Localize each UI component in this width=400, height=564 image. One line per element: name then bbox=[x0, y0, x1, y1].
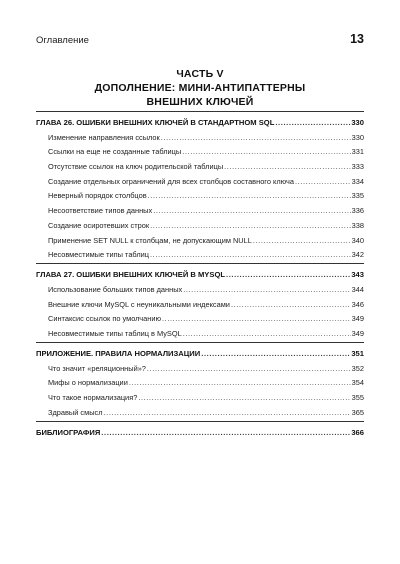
toc-section[interactable] bbox=[36, 294, 364, 309]
toc-entry-title: Применение SET NULL к столбцам, не допускающим NULL bbox=[48, 235, 252, 245]
part-title-line-2: ВНЕШНИХ КЛЮЧЕЙ bbox=[146, 96, 254, 108]
toc-entry-title: Внешние ключи MySQL с неуникальными индексами bbox=[48, 299, 230, 309]
toc-section[interactable] bbox=[36, 279, 364, 294]
dot-leader bbox=[138, 393, 350, 402]
toc-section[interactable] bbox=[36, 186, 364, 201]
running-head bbox=[36, 32, 364, 50]
dot-leader bbox=[129, 378, 351, 387]
dot-leader bbox=[226, 270, 350, 279]
toc-entry-page: 349 bbox=[351, 328, 364, 338]
toc-entry-title: Создание отдельных ограничений для всех столбцов составного ключа bbox=[48, 176, 294, 186]
dot-leader bbox=[182, 147, 350, 156]
toc-entry-page: 365 bbox=[351, 407, 364, 417]
dot-leader bbox=[153, 206, 350, 215]
toc-chapter-27[interactable] bbox=[36, 264, 364, 279]
toc-section[interactable] bbox=[36, 215, 364, 230]
toc-section[interactable] bbox=[36, 200, 364, 215]
toc-section[interactable] bbox=[36, 142, 364, 157]
toc-entry-title: Что такое нормализация? bbox=[48, 393, 138, 402]
toc-entry-page: 340 bbox=[351, 235, 364, 245]
toc-entry-page: 335 bbox=[351, 191, 364, 201]
toc-section[interactable] bbox=[36, 156, 364, 171]
toc-entry-page: 346 bbox=[351, 299, 364, 309]
toc-entry-title: Здравый смысл bbox=[48, 407, 103, 417]
toc-entry-page: 338 bbox=[351, 220, 364, 230]
toc-entry-page: 331 bbox=[351, 147, 364, 157]
dot-leader bbox=[253, 236, 351, 245]
part-heading bbox=[36, 67, 364, 109]
toc-entry-title: Использование больших типов данных bbox=[48, 284, 183, 294]
toc-entry-page: 366 bbox=[351, 427, 364, 437]
toc-section[interactable] bbox=[36, 230, 364, 245]
dot-leader bbox=[275, 118, 350, 127]
toc-entry-title: Создание осиротевших строк bbox=[48, 220, 150, 230]
toc-entry-title: Несовместимые типы таблиц в MySQL bbox=[48, 328, 182, 338]
toc-entry-page: 342 bbox=[351, 250, 364, 260]
running-title: Оглавление bbox=[36, 35, 89, 46]
dot-leader bbox=[183, 285, 350, 294]
dot-leader bbox=[101, 428, 350, 437]
dot-leader bbox=[162, 314, 351, 323]
toc-entry-title: Неверный порядок столбцов bbox=[48, 191, 147, 201]
dot-leader bbox=[295, 177, 351, 186]
toc-section[interactable] bbox=[36, 323, 364, 338]
toc-entry-page: 352 bbox=[351, 363, 364, 373]
toc-section[interactable] bbox=[36, 358, 364, 373]
table-of-contents bbox=[36, 111, 364, 437]
toc-section[interactable] bbox=[36, 387, 364, 402]
dot-leader bbox=[183, 329, 351, 338]
dot-leader bbox=[104, 408, 351, 417]
part-label: ЧАСТЬ V bbox=[176, 68, 224, 80]
toc-entry-page: 355 bbox=[351, 393, 364, 402]
dot-leader bbox=[201, 349, 350, 358]
toc-entry-title: Синтаксис ссылок по умолчанию bbox=[48, 314, 162, 324]
toc-entry-page: 330 bbox=[351, 132, 364, 142]
toc-entry-page: 349 bbox=[351, 314, 364, 324]
dot-leader bbox=[148, 191, 351, 200]
dot-leader bbox=[224, 162, 351, 171]
toc-section[interactable] bbox=[36, 127, 364, 142]
toc-entry-title: ПРИЛОЖЕНИЕ. ПРАВИЛА НОРМАЛИЗАЦИИ bbox=[36, 348, 201, 358]
toc-entry-page: 333 bbox=[351, 162, 364, 172]
dot-leader bbox=[150, 221, 351, 230]
toc-entry-title: Отсутствие ссылок на ключ родительской таблицы bbox=[48, 162, 224, 172]
toc-bibliography[interactable] bbox=[36, 422, 364, 437]
toc-entry-page: 343 bbox=[351, 270, 364, 280]
toc-section[interactable] bbox=[36, 402, 364, 417]
toc-entry-title: Изменение направления ссылок bbox=[48, 132, 160, 142]
toc-entry-title: Несовместимые типы таблиц bbox=[48, 250, 150, 260]
toc-entry-title: Ссылки на еще не созданные таблицы bbox=[48, 147, 182, 157]
toc-entry-page: 334 bbox=[351, 176, 364, 186]
dot-leader bbox=[231, 300, 351, 309]
toc-section[interactable] bbox=[36, 245, 364, 260]
page-number: 13 bbox=[350, 32, 364, 46]
dot-leader bbox=[161, 133, 351, 142]
part-title-line-1: ДОПОЛНЕНИЕ: МИНИ-АНТИПАТТЕРНЫ bbox=[94, 82, 306, 94]
toc-entry-page: 336 bbox=[351, 206, 364, 216]
toc-chapter-26[interactable] bbox=[36, 112, 364, 127]
toc-entry-page: 344 bbox=[351, 284, 364, 294]
toc-section[interactable] bbox=[36, 373, 364, 388]
toc-entry-page: 330 bbox=[351, 118, 364, 127]
toc-appendix[interactable] bbox=[36, 343, 364, 358]
toc-entry-title: Мифы о нормализации bbox=[48, 378, 128, 388]
dot-leader bbox=[150, 250, 351, 259]
toc-entry-title: БИБЛИОГРАФИЯ bbox=[36, 427, 101, 437]
toc-entry-title: ГЛАВА 27. ОШИБКИ ВНЕШНИХ КЛЮЧЕЙ В MYSQL bbox=[36, 270, 225, 280]
toc-entry-page: 351 bbox=[351, 348, 364, 358]
toc-entry-title: ГЛАВА 26. ОШИБКИ ВНЕШНИХ КЛЮЧЕЙ В СТАНДАРТНОМ SQL bbox=[36, 118, 275, 127]
toc-section[interactable] bbox=[36, 171, 364, 186]
toc-section[interactable] bbox=[36, 309, 364, 324]
toc-entry-page: 354 bbox=[351, 378, 364, 388]
toc-entry-title: Несоответствие типов данных bbox=[48, 206, 153, 216]
toc-entry-title: Что значит «реляционный»? bbox=[48, 363, 146, 373]
dot-leader bbox=[147, 364, 351, 373]
